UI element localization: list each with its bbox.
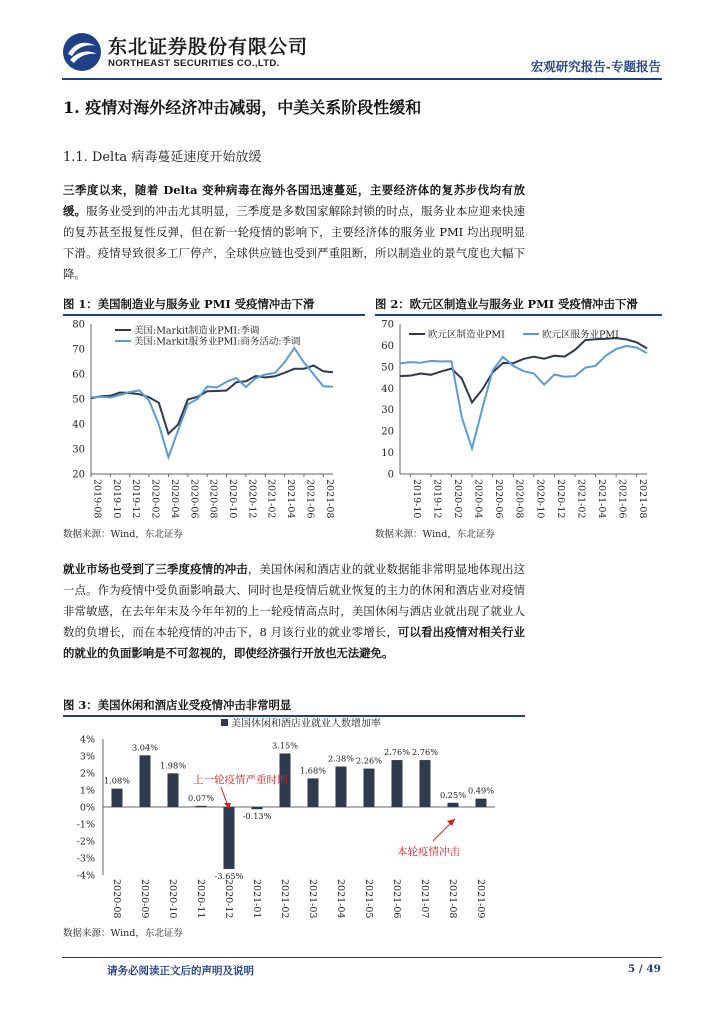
figure-2-title: 图 2：欧元区制造业与服务业 PMI 受疫情冲击下滑: [375, 297, 638, 311]
y-tick-label: 1%: [79, 785, 95, 797]
x-tick-label: 2021-06: [391, 879, 402, 919]
data-label: 2.76%: [411, 747, 439, 758]
y-tick-label: 40: [72, 419, 85, 431]
annotation-arrowhead-2: [447, 819, 455, 826]
x-tick-label: 2021-07: [419, 879, 430, 919]
data-label: -0.13%: [242, 811, 272, 822]
data-label: 2.26%: [355, 755, 383, 766]
x-tick-label: 2021-04: [285, 479, 297, 519]
x-tick-label: 2020-08: [207, 479, 219, 519]
data-label: 0.07%: [187, 792, 215, 803]
x-tick-label: 2021-04: [335, 879, 346, 919]
series-line-2: [400, 346, 647, 448]
x-tick-label: 2020-08: [513, 479, 525, 519]
chart-eurozone-pmi: [375, 316, 662, 521]
figure-1-title: 图 1：美国制造业与服务业 PMI 受疫情冲击下滑: [63, 297, 315, 311]
y-tick-label: 10: [381, 448, 394, 460]
x-tick-label: 2020-06: [493, 479, 505, 519]
chart-us-leisure-employment: [63, 717, 525, 922]
x-tick-label: 2020-02: [451, 479, 463, 519]
company-name-cn: 东北证券股份有限公司: [108, 36, 309, 58]
bar: [112, 789, 123, 807]
x-tick-label: 2020-04: [472, 479, 484, 519]
y-tick-label: 70: [72, 344, 85, 356]
figure-1-source: 数据来源：Wind，东北证券: [63, 529, 183, 540]
y-tick-label: 70: [381, 319, 394, 331]
bar: [364, 769, 375, 807]
series-line-1: [91, 366, 333, 434]
logo-emblem-icon: [62, 32, 102, 72]
x-tick-label: 2021-04: [596, 479, 608, 519]
chart-us-pmi: [63, 316, 365, 521]
x-tick-label: 2020-08: [111, 879, 122, 919]
x-tick-label: 2021-05: [363, 879, 374, 919]
section-heading: 1. 疫情对海外经济冲击减弱，中美关系阶段性缓和: [63, 98, 422, 117]
x-tick-label: 2021-01: [251, 879, 262, 919]
x-tick-label: 2020-11: [195, 879, 206, 919]
data-label: 2.38%: [327, 753, 355, 764]
y-tick-label: 20: [72, 469, 85, 481]
y-tick-label: 80: [72, 319, 85, 331]
y-tick-label: 3%: [79, 751, 95, 763]
paragraph-1-lead: 三季度以来，随着 Delta 变种病毒在海外各国迅速蔓延，主要经济体的复苏步伐均有放缓。: [63, 183, 525, 218]
y-tick-label: 60: [381, 340, 394, 352]
x-tick-label: 2019-08: [91, 479, 103, 519]
x-tick-label: 2020-06: [188, 479, 200, 519]
page-number: 5 / 49: [627, 963, 661, 975]
footer-rule: [62, 957, 662, 958]
y-tick-label: 60: [72, 369, 85, 381]
y-tick-label: 50: [381, 362, 394, 374]
y-tick-label: 30: [72, 444, 85, 456]
data-label: 1.08%: [103, 775, 131, 786]
bar: [224, 807, 235, 869]
y-tick-label: 2%: [79, 768, 95, 780]
x-tick-label: 2021-02: [265, 479, 277, 519]
x-tick-label: 2021-06: [304, 479, 316, 519]
header-rule: [62, 78, 662, 80]
bar: [448, 803, 459, 807]
legend-label-2: 欧元区服务业PMI: [542, 329, 619, 341]
x-tick-label: 2021-08: [323, 479, 335, 519]
legend-swatch: [221, 719, 228, 726]
company-name-en: NORTHEAST SECURITIES CO.,LTD.: [108, 58, 280, 69]
data-label: 0.25%: [439, 789, 467, 800]
legend-label: 美国休闲和酒店业就业人数增加率: [231, 718, 381, 730]
x-tick-label: 2020-10: [167, 879, 178, 919]
x-tick-label: 2021-02: [575, 479, 587, 519]
paragraph-2: [63, 559, 525, 664]
section-subheading: 1.1. Delta 病毒蔓延速度开始放缓: [63, 150, 262, 165]
bar: [420, 760, 431, 807]
bar: [196, 806, 207, 807]
x-tick-label: 2020-04: [168, 479, 180, 519]
x-tick-label: 2019-12: [431, 479, 443, 519]
y-tick-label: 30: [381, 405, 394, 417]
bar: [336, 767, 347, 807]
y-tick-label: 0%: [79, 802, 95, 814]
y-tick-label: -3%: [76, 853, 95, 865]
x-tick-label: 2021-08: [447, 879, 458, 919]
x-tick-label: 2021-06: [616, 479, 628, 519]
x-tick-label: 2020-10: [227, 479, 239, 519]
x-tick-label: 2021-03: [307, 879, 318, 919]
legend-label-1: 美国:Markit制造业PMI:季调: [134, 325, 260, 337]
y-tick-label: 0: [387, 469, 394, 481]
x-tick-label: 2019-10: [410, 479, 422, 519]
data-label: 1.98%: [159, 760, 187, 771]
x-tick-label: 2020-12: [554, 479, 566, 519]
x-tick-label: 2020-09: [139, 879, 150, 919]
y-tick-label: -4%: [76, 870, 95, 882]
figure-3-source: 数据来源：Wind，东北证券: [63, 928, 183, 939]
x-tick-label: 2021-09: [475, 879, 486, 919]
x-tick-label: 2020-12: [246, 479, 258, 519]
figure-2-source: 数据来源：Wind，东北证券: [375, 529, 495, 540]
paragraph-2-body: ，美国休闲和酒店业的就业数据能非常明显地体现出这一点。作为疫情中受负面影响最大、同时也是疫情后就业恢复的主力的休闲和酒店业对疫情非常敏感，在去年年末及今年年初的上一轮疫情高点时，美国休闲与酒店业就出现了就业人数的负增长，而在本轮疫情的冲击下，8 月该行业的就业零增长，: [63, 562, 525, 639]
y-tick-label: -2%: [76, 836, 95, 848]
x-tick-label: 2021-02: [279, 879, 290, 919]
company-logo: [62, 30, 332, 78]
y-tick-label: 50: [72, 394, 85, 406]
y-tick-label: -1%: [76, 819, 95, 831]
paragraph-1-body: 服务业受到的冲击尤其明显，三季度是多数国家解除封锁的时点，服务业本应迎来快速的复苏甚至报复性反弹，但在新一轮疫情的影响下，主要经济体的服务业 PMI 均出现明显下滑。疫情导致很多工厂停产，全球供应链也受到严重阻断，所以制造业的景气度也大幅下降。: [63, 204, 525, 281]
bar: [476, 799, 487, 807]
paragraph-2-conclusion: 可以看出疫情对相关行业的就业的负面影响是不可忽视的，即使经济强行开放也无法避免。: [63, 625, 525, 660]
data-label: 3.15%: [271, 740, 299, 751]
figure-3-title: 图 3：美国休闲和酒店业受疫情冲击非常明显: [63, 698, 292, 712]
bar: [140, 755, 151, 807]
y-tick-label: 40: [381, 383, 394, 395]
annotation-previous-wave: 上一轮疫情严重时期: [193, 774, 288, 786]
x-tick-label: 2020-10: [534, 479, 546, 519]
bar: [252, 807, 263, 809]
data-label: 2.76%: [383, 747, 411, 758]
data-label: 0.49%: [467, 785, 495, 796]
x-tick-label: 2020-12: [223, 879, 234, 919]
footer-disclaimer: 请务必阅读正文后的声明及说明: [107, 965, 254, 977]
data-label: 1.68%: [299, 765, 327, 776]
annotation-current-wave: 本轮疫情冲击: [397, 846, 460, 858]
data-label: -3.65%: [214, 871, 244, 882]
bar: [168, 773, 179, 807]
bar: [392, 760, 403, 807]
paragraph-2-lead: 就业市场也受到了三季度疫情的冲击: [63, 562, 248, 576]
y-tick-label: 20: [381, 426, 394, 438]
legend-label-2: 美国:Markit服务业PMI:商务活动:季调: [134, 336, 301, 348]
report-type: 宏观研究报告-专题报告: [530, 59, 661, 74]
y-tick-label: 4%: [79, 734, 95, 746]
x-tick-label: 2019-10: [110, 479, 122, 519]
legend-label-1: 欧元区制造业PMI: [428, 329, 505, 341]
series-line-2: [91, 348, 333, 457]
paragraph-1: [63, 180, 525, 285]
x-tick-label: 2020-02: [149, 479, 161, 519]
bar: [308, 778, 319, 807]
x-tick-label: 2021-08: [637, 479, 649, 519]
x-tick-label: 2019-12: [130, 479, 142, 519]
data-label: 3.04%: [131, 742, 159, 753]
